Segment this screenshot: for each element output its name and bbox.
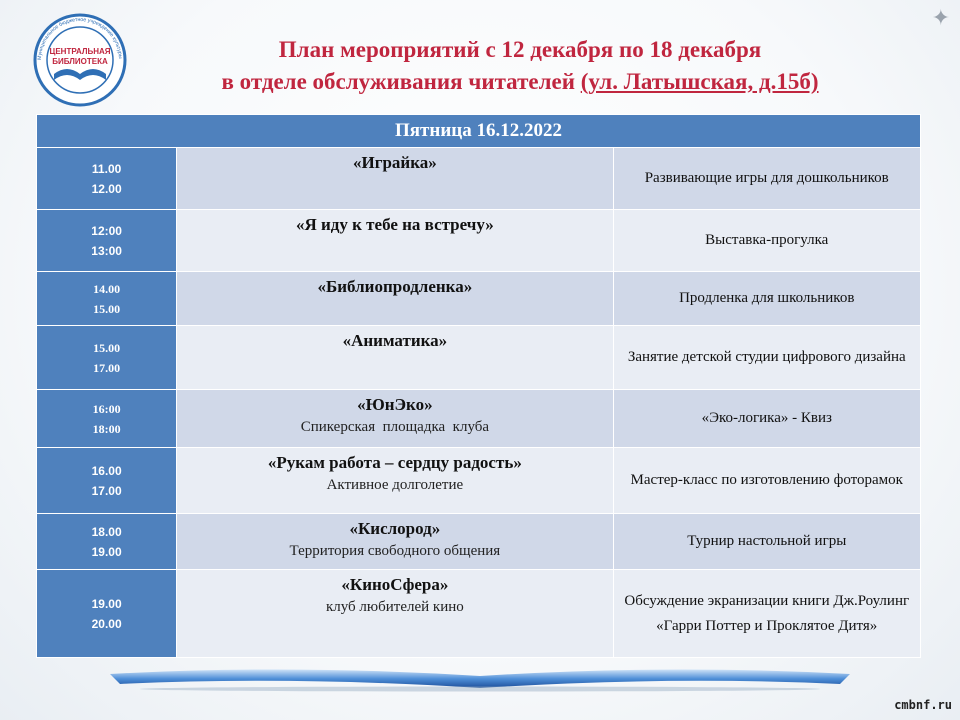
page-title (130, 34, 910, 98)
event-cell (177, 570, 613, 658)
event-cell (177, 272, 613, 326)
event-name: «Библиопродленка» (317, 277, 473, 296)
title-line-2 (130, 66, 910, 98)
event-description: Занятие детской студии цифрового дизайна (613, 326, 921, 390)
time-cell (37, 210, 177, 272)
time-cell (37, 272, 177, 326)
time-cell (37, 514, 177, 570)
event-subtitle: клуб любителей кино (325, 599, 464, 615)
event-cell (177, 514, 613, 570)
title-line-2-prefix: в отделе обслуживания читателей (221, 69, 581, 94)
event-cell (177, 148, 613, 210)
time-start: 14.00 (93, 281, 121, 296)
library-logo (32, 12, 128, 108)
time-end: 15.00 (93, 301, 121, 316)
time-cell (37, 390, 177, 448)
time-cell (37, 570, 177, 658)
day-header-row (37, 115, 921, 148)
title-address: (ул. Латышская, д.15б) (580, 69, 819, 94)
time-end: 18:00 (92, 421, 121, 436)
event-name: «Аниматика» (342, 331, 448, 350)
time-end: 19.00 (91, 544, 122, 559)
event-description: Обсуждение экранизации книги Дж.Роулинг «Гарри Поттер и Проклятое Дитя» (613, 570, 921, 658)
table-row (37, 514, 921, 570)
time-end: 17.00 (91, 483, 122, 498)
time-cell (37, 148, 177, 210)
time-cell (37, 326, 177, 390)
event-name: «КиноСфера» (341, 575, 449, 594)
title-line-1: План мероприятий с 12 декабря по 18 декабря (278, 37, 762, 62)
table-row (37, 272, 921, 326)
time-start: 11.00 (91, 161, 122, 176)
event-subtitle: Активное долголетие (326, 477, 464, 493)
time-start: 16.00 (91, 463, 122, 478)
event-description: «Эко-логика» - Квиз (613, 390, 921, 448)
event-description: Мастер-класс по изготовлению фоторамок (613, 448, 921, 514)
event-name: «Кислород» (349, 519, 441, 538)
event-name: «Я иду к тебе на встречу» (295, 215, 494, 234)
open-book-shelf-icon (100, 662, 860, 692)
time-start: 15.00 (93, 340, 121, 355)
event-description: Турнир настольной игры (613, 514, 921, 570)
logo-ring-text: Муниципальное бюджетное учреждение культуры (36, 16, 124, 61)
event-cell (177, 448, 613, 514)
table-row (37, 390, 921, 448)
day-header: Пятница 16.12.2022 (37, 115, 921, 148)
time-end: 12.00 (91, 181, 122, 196)
event-description: Развивающие игры для дошкольников (613, 148, 921, 210)
event-cell (177, 210, 613, 272)
table-row (37, 570, 921, 658)
logo-center-text-1: ЦЕНТРАЛЬНАЯ (49, 47, 111, 56)
event-cell (177, 390, 613, 448)
event-subtitle: Территория свободного общения (289, 543, 501, 559)
time-cell (37, 448, 177, 514)
sparkle-icon: ✦ (931, 6, 950, 31)
time-end: 17.00 (93, 360, 121, 375)
schedule-table (36, 114, 921, 658)
footer-site-label: cmbnf.ru (894, 698, 952, 712)
event-description: Выставка-прогулка (613, 210, 921, 272)
event-description: Продленка для школьников (613, 272, 921, 326)
time-start: 18.00 (91, 524, 122, 539)
event-subtitle: Спикерская площадка клуба (300, 419, 490, 435)
event-cell (177, 326, 613, 390)
time-start: 19.00 (91, 596, 122, 611)
time-end: 13:00 (91, 243, 122, 258)
time-start: 16:00 (92, 401, 121, 416)
time-end: 20.00 (91, 616, 122, 631)
table-row (37, 326, 921, 390)
time-start: 12:00 (91, 223, 122, 238)
table-row (37, 210, 921, 272)
event-name: «Рукам работа – сердцу радость» (267, 453, 522, 472)
table-row (37, 448, 921, 514)
event-name: «Играйка» (353, 153, 437, 172)
logo-center-text-2: БИБЛИОТЕКА (52, 57, 108, 66)
table-row (37, 148, 921, 210)
event-name: «ЮнЭко» (357, 395, 433, 414)
